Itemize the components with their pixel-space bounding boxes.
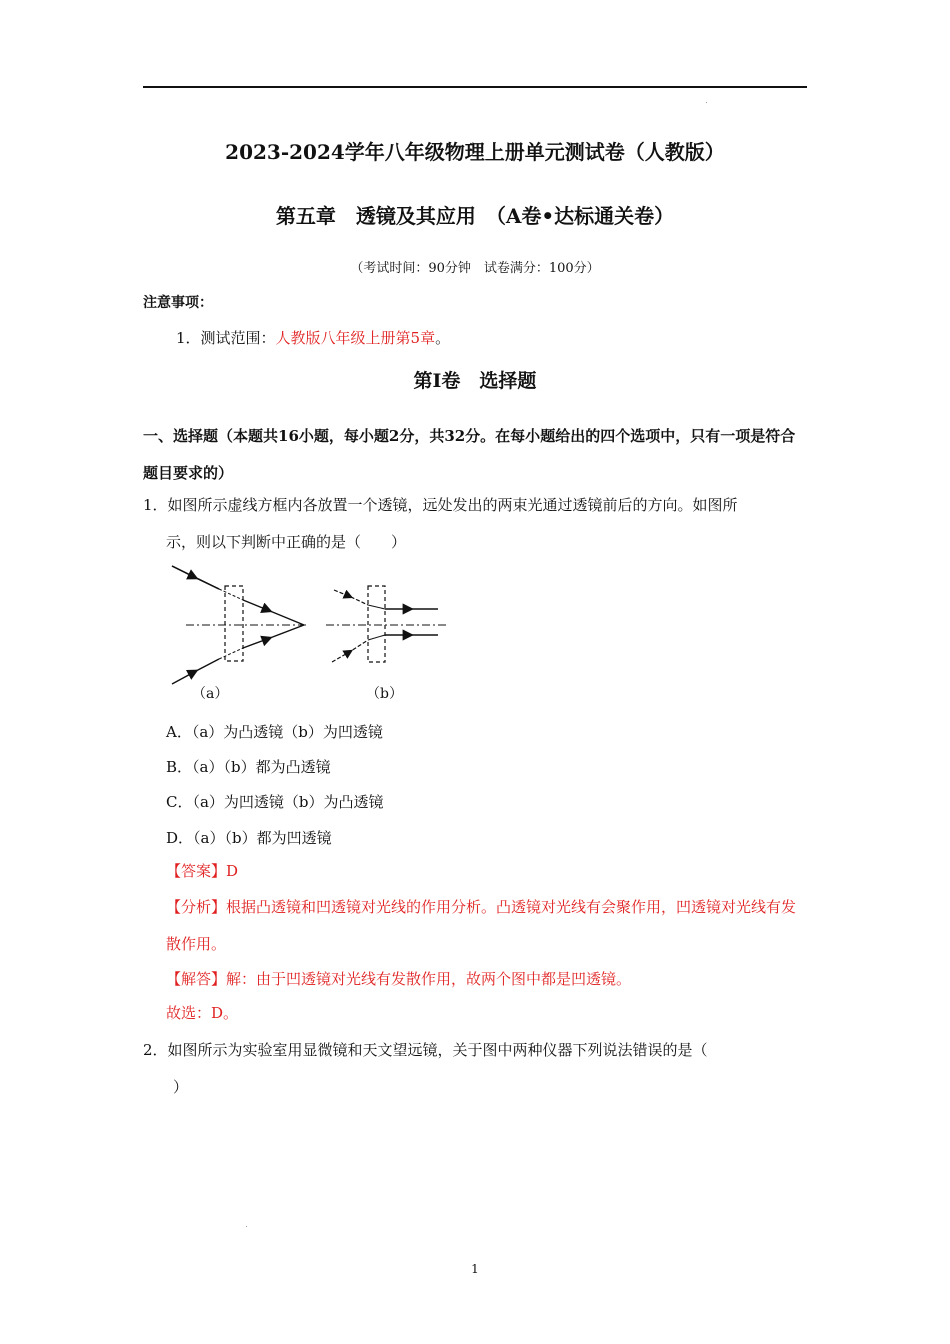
answer-line — [166, 853, 807, 890]
figure-label-a: （a） — [192, 686, 229, 702]
speck — [246, 1226, 247, 1227]
page-number: 1 — [471, 1262, 479, 1276]
notes-heading: 注意事项： — [143, 295, 213, 311]
question-1-line-1: 1．如图所示虚线方框内各放置一个透镜，远处发出的两束光通过透镜前后的方向。如图所 — [143, 496, 738, 514]
chapter-title: 第五章 透镜及其应用 （A卷•达标通关卷） — [275, 204, 675, 228]
exam-title: 2023-2024学年八年级物理上册单元测试卷（人教版） — [225, 140, 725, 164]
speck — [706, 102, 707, 103]
analysis-block — [166, 889, 807, 963]
notes-item-1 — [176, 327, 450, 348]
analysis-text: 根据凸透镜和凹透镜对光线的作用分析。凸透镜对光线有会聚作用，凹透镜对光线有发散作用。 — [166, 898, 797, 953]
header-rule — [143, 86, 807, 88]
notes-item-suffix: 。 — [435, 329, 451, 347]
figure-label-b: （b） — [366, 686, 403, 702]
option-b: B．（a）（b）都为凸透镜 — [166, 758, 331, 776]
notes-item-prefix: 1．测试范围： — [176, 329, 276, 347]
solution-line — [166, 961, 807, 998]
question-1-line-2: 示，则以下判断中正确的是（ ） — [166, 533, 407, 551]
option-c: C．（a）为凹透镜（b）为凸透镜 — [166, 793, 384, 811]
exam-info: （考试时间：90分钟 试卷满分：100分） — [350, 261, 600, 276]
answer-value: D — [226, 862, 239, 880]
figure-b — [326, 586, 448, 702]
solution-tag: 【解答】 — [166, 970, 227, 988]
option-a: A．（a）为凸透镜（b）为凹透镜 — [166, 723, 383, 741]
section-title: 第Ⅰ卷 选择题 — [413, 370, 537, 392]
question-1-stem — [143, 487, 807, 561]
question-2-line-2: ） — [173, 1078, 189, 1096]
notes-item-scope: 人教版八年级上册第5章 — [275, 329, 436, 347]
figure-a — [172, 566, 306, 702]
question-2-stem — [143, 1032, 807, 1106]
conclusion-line: 故选：D。 — [166, 1004, 239, 1022]
solution-text: 解：由于凹透镜对光线有发散作用，故两个图中都是凹透镜。 — [226, 970, 632, 988]
question-2-line-1: 2．如图所示为实验室用显微镜和天文望远镜，关于图中两种仪器下列说法错误的是（ — [143, 1041, 708, 1059]
analysis-tag: 【分析】 — [166, 898, 227, 916]
answer-tag: 【答案】 — [166, 862, 227, 880]
part-title: 一、选择题（本题共16小题，每小题2分，共32分。在每小题给出的四个选项中，只有一项是符合题目要求的） — [143, 427, 796, 482]
option-d: D．（a）（b）都为凹透镜 — [166, 829, 332, 847]
lens-figure — [166, 558, 456, 706]
